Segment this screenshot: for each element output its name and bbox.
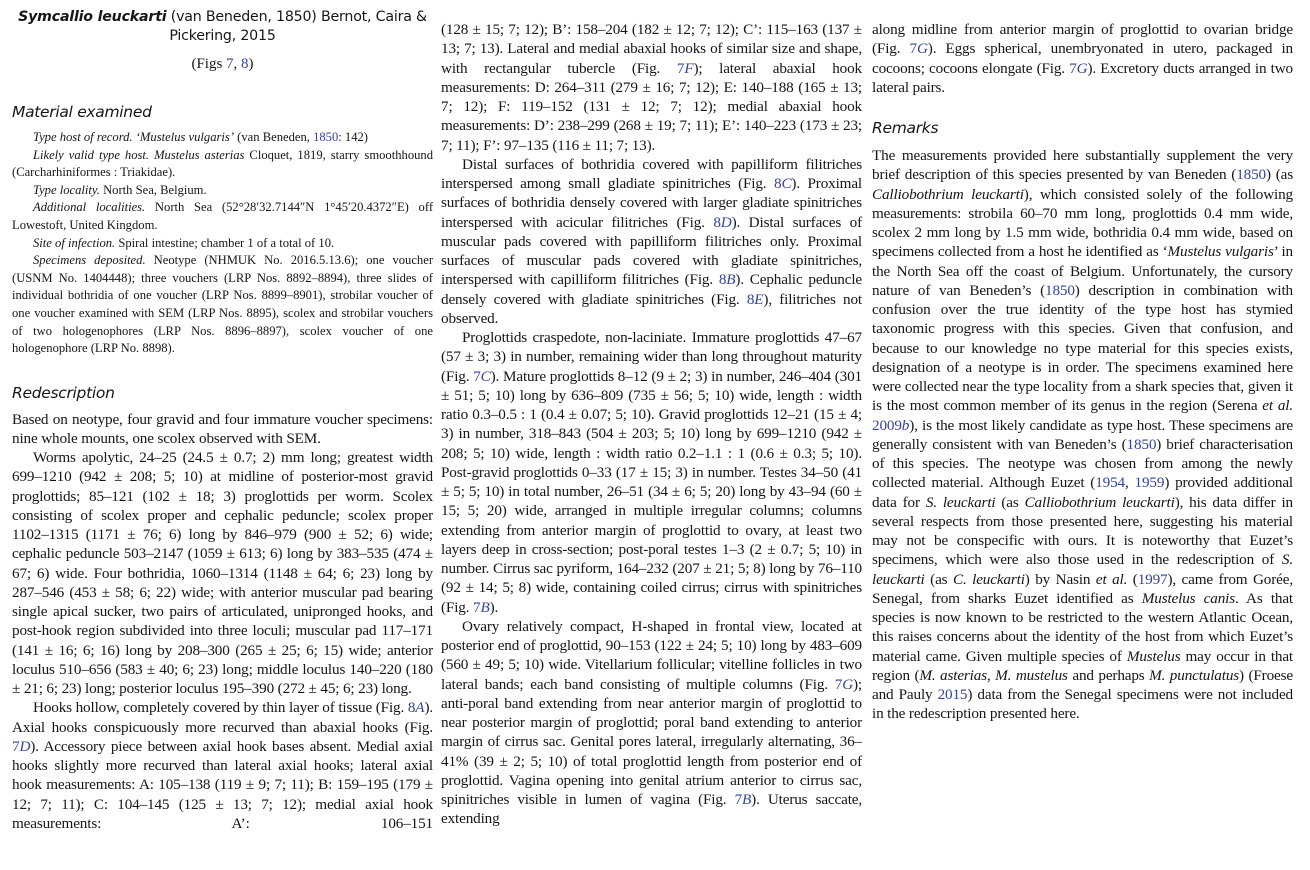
citation-link[interactable]: 2009 [872,416,902,434]
italic-text: Specimens deposited. [33,253,146,268]
italic-text: Type host of record. [33,130,133,144]
body-paragraph [441,155,862,328]
citation-link[interactable]: 7 [473,598,481,616]
text-run: ’ in the North Sea off the coast of Belgium. Unfortunately, the cursory nature of van Beneden’s ( [872,243,1293,299]
column-left [12,0,433,833]
citation-link[interactable]: b [901,416,910,434]
citation-link[interactable]: B [480,598,490,616]
text-run: ) by Nasin [1024,570,1096,588]
text-run: Proglottids craspedote, non-laciniate. Immature proglottids 47–67 (57 ± 3; 3) in number, remaining wider than long throughout maturity (Fig. [441,329,862,385]
column-right [872,20,1293,724]
italic-text: C. leuckarti [952,570,1025,588]
italic-text: ‘Mustelus vulgaris’ [135,130,235,144]
citation-link[interactable]: B [726,271,736,289]
material-examined-section [12,129,433,358]
italic-text: Likely valid type host. [33,147,150,162]
italic-text: M. punctulatus [1149,666,1240,684]
species-name: Symcallio leuckarti [18,9,167,25]
citation-link[interactable]: 1850 [1126,435,1157,453]
citation-link[interactable]: 7 [676,59,685,77]
text-run: , [1125,474,1135,492]
text-run: Based on neotype, four gravid and four immature voucher specimens: nine whole mounts, one scolex observed with SEM. [12,410,433,447]
material-paragraph [12,252,433,358]
species-title [12,8,433,46]
citation-link[interactable]: E [754,290,764,308]
citation-link[interactable]: 2015 [937,686,968,703]
citation-link[interactable]: 7 [473,367,481,385]
citation-link[interactable]: 1850 [1236,166,1266,184]
text-run: ). Eggs spherical, unembryonated in utero, packaged in cocoons; cocoons elongate (Fig. [872,40,1294,77]
text-run: ), filitriches not observed. [441,290,862,327]
text-run: ( [1127,570,1138,588]
text-run: ), came from Gorée, Senegal, from sharks Euzet identified as [872,570,1293,607]
figure-reference [12,56,433,73]
material-paragraph [12,129,433,147]
text-run: ). Accessory piece between axial hook bases absent. Medial axial hooks slightly more recurved than lateral axial hooks; lateral axial hook measurements: A: 105–138 (119 ± 9; 7; 11); B: 159–195 (179 ± 12; 7; 11); C: 104–145 (125 ± 13; 7; 12); medial axial hook measurements: A’: 106–151 [12,737,433,832]
italic-text: Site of infection. [33,235,116,250]
citation-link[interactable]: B [742,791,752,808]
text-run: along midline from anterior margin of proglottid to ovarian bridge (Fig. [872,21,1293,58]
redescription-section [12,410,433,834]
text-run: and perhaps [1067,666,1150,684]
text-run: Spiral intestine; chamber 1 of a total of 10. [115,235,335,250]
citation-link[interactable]: A [415,699,425,717]
body-paragraph [872,20,1293,97]
citation-link[interactable]: 8 [713,213,721,231]
text-run: Worms apolytic, 24–25 (24.5 ± 0.7; 2) mm long; greatest width 699–1210 (942 ± 208; 5; 10) at midline of posterior-most gravid proglottids; 85–121 (102 ± 18; 3) proglottids per worm. Scolex consisting of scolex proper and cephalic peduncle; scolex proper 1102–1315 (1171 ± 76; 6) long by 846–979 (900 ± 52; 6) wide; cephalic peduncle 503–2147 (1059 ± 613; 6) long by 383–535 (474 ± 67; 6) wide. Four bothridia, 1060–1314 (1148 ± 64; 6; 23) long by 287–546 (453 ± 58; 6; 22) wide; with anterior muscular pad bearing single apical sucker, two pairs of articulated, unipronged hooks, and post-hook region subdivided into three loculi; muscular pad 117–171 (141 ± 16; 6; 16) long by 208–300 (265 ± 25; 6; 15) wide; anterior loculus 510–656 (583 ± 40; 6; 23) long; middle loculus 140–220 (180 ± 21; 6; 23) long; posterior loculus 195–390 (272 ± 45; 6; 23) long. [12,449,433,698]
body-paragraph [12,448,433,698]
text-run: ). Proximal surfaces of bothridia densely covered with larger gladiate spinitriches interspersed with acicular filitriches (Fig. [441,175,862,231]
text-run: (van Beneden, [234,130,314,144]
species-authority: (van Beneden, 1850) Bernot, Caira & Pickering, 2015 [166,9,427,44]
heading-material-examined: Material examined [12,103,152,121]
text-run: (Figs [191,56,227,72]
text-run: ). Distal surfaces of muscular pads covered with papilliform filitriches only. Proximal surfaces of muscular pads covered with gladiate spinitriches, interspersed with capilliform filitriches (Fig. [441,213,862,289]
text-run: ). Cephalic peduncle densely covered with gladiate spinitriches (Fig. [441,271,862,308]
italic-text: Mustelus vulgaris [1167,243,1274,261]
body-paragraph [441,328,862,617]
text-run: , [986,666,996,684]
citation-link[interactable]: G [916,40,928,58]
text-run: ); anti-poral band extending from near anterior margin of proglottid to near posterior margin of proglottid; poral band extending to anterior margin of cirrus sac. Genital pores lateral, irregularly alternating, 36–41% (39 ± 2; 5; 10) of total proglottid length from posterior end of proglottid. Vagina opening into genital atrium anterior to cirrus sac, spinitriches visible in lumen of vagina (Fig. [441,675,862,808]
material-paragraph [12,199,433,234]
body-paragraph [12,698,433,833]
text-run: ) provided additional data for [872,474,1293,511]
italic-text: Calliobothrium leuckarti [1024,493,1175,511]
text-run: Cloquet, 1819, starry smoothhound (Carcharhiniformes : Triakidae). [12,147,434,180]
citation-link[interactable]: 1954 [1095,474,1125,492]
citation-link[interactable]: G [1076,59,1088,77]
citation-link[interactable]: 8 [718,271,727,289]
body-paragraph [12,410,433,449]
italic-text: et al. [1095,570,1128,588]
text-run: Ovary relatively compact, H-shaped in frontal view, located at posterior end of proglottid, 90–153 (122 ± 24; 5; 10) long by 483–609 (560 ± 49; 5; 10) wide. Vitellarium follicular; vitelline follicles in two lateral bands; each band consisting of multiple columns (Fig. [441,617,862,693]
citation-link[interactable]: 7 [1069,59,1077,77]
italic-text: M. mustelus [995,666,1068,684]
remarks-section [872,146,1293,724]
text-run: ) (as [1265,166,1293,184]
text-run: may occur in that region ( [872,647,1293,684]
citation-link[interactable]: F [684,59,694,77]
material-paragraph [12,235,433,253]
citation-link[interactable]: 1997 [1137,570,1168,588]
text-run: The measurements provided here substantially supplement the very brief description of this species presented by van Beneden ( [872,147,1293,184]
italic-text: S. leuckarti [925,493,996,511]
citation-link[interactable]: 7 [834,675,843,693]
text-run: ) (Froese and Pauly [872,666,1293,703]
text-run: ), is the most likely candidate as type host. These specimens are generally consistent with van Beneden’s ( [872,416,1293,453]
italic-text: Mustelus canis [1141,589,1235,607]
text-run: Neotype (NHMUK No. 2016.5.13.6); one voucher (USNM No. 1404448); three vouchers (LRP Nos. 8892–8894), three slides of individual bothridia of one voucher (LRP Nos. 8899–8901), strobilar voucher of one voucher examined with SEM (LRP Nos. 8895), scolex and strobilar vouchers of two hologenophores (LRP Nos. 8896–8897), scolex voucher of one hologenophore (LRP No. 8898). [12,253,434,356]
text-run: ). Axial hooks conspicuously more recurved than abaxial hooks (Fig. [12,699,433,736]
body-paragraph [441,20,862,155]
italic-text: et al. [1262,397,1293,415]
column-middle [441,20,862,829]
citation-link[interactable]: G [842,675,854,693]
text-run: ). Uterus saccate, extending [441,791,863,828]
text-run: ); lateral abaxial hook measurements: D: 264–311 (279 ± 16; 7; 12); E: 140–188 (165 ± 13; 7; 12); F: 119–152 (131 ± 12; 7; 12); medial abaxial hook measurements: D’: 238–299 (268 ± 19; 7; 11); E’: 140–223 (173 ± 23; 7; 11); F’: 97–135 (116 ± 11; 7; 13). [441,59,862,154]
citation-link[interactable]: 8 [241,56,249,72]
text-run: ). [489,598,499,616]
italic-text: Additional localities. [33,200,146,215]
citation-link[interactable]: 8 [773,175,782,192]
remarks-paragraph [872,146,1293,724]
text-run: Distal surfaces of bothridia covered with papilliform filitriches interspersed among small gladiate spinitriches (Fig. [441,155,862,192]
text-run: Hooks hollow, completely covered by thin layer of tissue (Fig. [33,699,408,717]
citation-link[interactable]: D [19,737,31,755]
italic-text: Type locality. [33,182,100,197]
italic-text: Mustelus [1126,647,1181,665]
citation-link[interactable]: 7 [734,791,743,808]
text-run: ) [248,56,254,72]
text-run: , [233,56,242,72]
text-run: . As that species is now known to be restricted to the western Atlantic Ocean, this raises concerns about the identity of the host from which Euzet’s material came. Given multiple species of [872,589,1293,665]
text-run: (as [995,493,1025,511]
text-run: ), his data differ in several respects from those presented here, suggesting his material may not be conspecific with ours. It is noteworthy that Euzet’s specimens, which were also those used in the redescription of [872,493,1293,569]
text-run: ), which consisted solely of the following measurements: strobila 60–70 mm long, proglottids 0.4 mm wide, scolex 2 mm long by 1.5 mm wide, bothridia 0.4 mm wide, based on specimens collected from a host he identified as ‘ [872,185,1293,261]
citation-link[interactable]: 8 [746,290,755,308]
citation-link[interactable]: 1959 [1134,474,1165,492]
citation-link[interactable]: 1850 [313,130,339,144]
citation-link[interactable]: 8 [407,699,416,717]
italic-text: S. leuckarti [872,551,1293,588]
citation-link[interactable]: 7 [12,737,20,755]
text-run: ) description in combination with confusion over the true identity of the type host has stymied taxonomic progress with this species. Given that confusion, and because to our knowledge no type material for this species exists, designation of a neotype is in order. The specimens examined here were collected near the type locality from a shark species that, given it is the most common member of its genus in the region (Serena [872,281,1293,415]
text-run: North Sea (52°28′32.7144″N 1°45′20.4372″E) off Lowestoft, United Kingdom. [12,200,434,232]
citation-link[interactable]: 7 [226,56,234,72]
text-run: ) data from the Senegal specimens were not included in the redescription presented here. [872,686,1293,723]
citation-link[interactable]: 1850 [1045,281,1075,299]
citation-link[interactable]: C [480,367,491,385]
material-paragraph [12,147,433,182]
text-run: North Sea, Belgium. [99,182,207,197]
italic-text: M. asterias [919,666,987,684]
material-paragraph [12,182,433,200]
text-run: (128 ± 15; 7; 12); B’: 158–204 (182 ± 12; 7; 12); C’: 115–163 (137 ± 13; 7; 13). Lateral and medial abaxial hooks of similar size and shape, with rectangular tubercle (Fig. [441,21,862,77]
citation-link[interactable]: D [720,213,732,231]
citation-link[interactable]: C [781,175,792,192]
citation-link[interactable]: 7 [909,40,917,58]
body-paragraph [441,617,862,829]
heading-remarks: Remarks [872,119,939,137]
text-run: ). Excretory ducts arranged in two lateral pairs. [872,59,1293,96]
text-run: : 142) [338,130,368,144]
text-run: ) brief characterisation of this species. The neotype was chosen from among the newly collected material. Although Euzet ( [872,435,1293,492]
text-run: (as [924,570,953,588]
text-run: ). Mature proglottids 8–12 (9 ± 2; 3) in number, 246–404 (301 ± 51; 5; 10) long by 636–809 (735 ± 56; 5; 10) wide, length : width ratio 0.3–0.5 : 1 (0.4 ± 0.07; 5; 10). Gravid proglottids 12–21 (15 ± 4; 3) in number, 318–843 (504 ± 203; 5; 10) long by 699–1210 (942 ± 208; 5; 10) wide, length : width ratio 0.2–1.1 : 1 (0.6 ± 0.3; 5; 10). Post-gravid proglottids 0–33 (17 ± 15; 3) in number. Testes 34–50 (41 ± 5; 5; 10) in total number, 26–51 (34 ± 6; 5; 20) long by 43–94 (60 ± 15; 5; 20) wide, arranged in multiple irregular columns; columns extending from anterior margin of proglottid to ovary, at least two layers deep in cross-section; post-poral testes 1–3 (2 ± 0.7; 5; 10) in number. Cirrus sac pyriform, 164–232 (207 ± 21; 5; 8) long by 76–110 (92 ± 14; 5; 8) wide, containing coiled cirrus; cirrus with spinitriches (Fig. [441,367,863,616]
italic-text: Calliobothrium leuckarti [872,185,1024,203]
italic-text: Mustelus asterias [154,147,245,162]
heading-redescription: Redescription [12,383,115,402]
